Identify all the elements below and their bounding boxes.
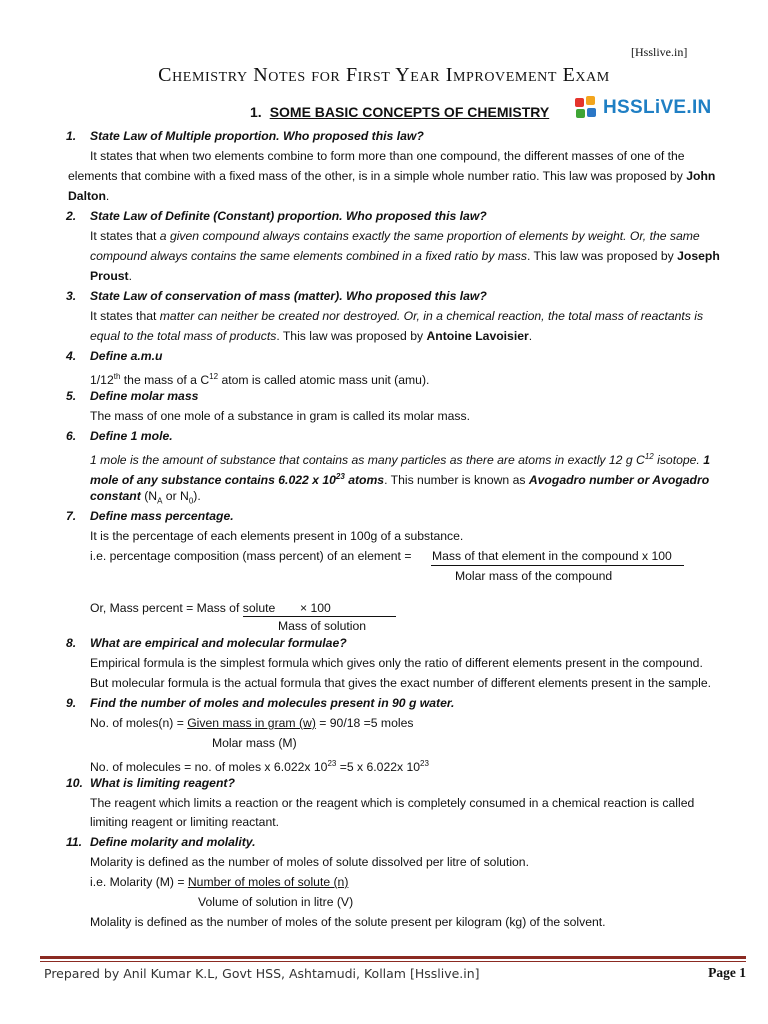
logo-square-orange (586, 96, 595, 105)
question-text: Define a.m.u (90, 349, 163, 363)
question-number: 6. (66, 429, 77, 443)
answer-text: atom is called atomic mass unit (amu). (221, 373, 430, 388)
question-1 (66, 129, 424, 144)
answer-text: (N (144, 489, 158, 503)
answer-line (90, 309, 703, 324)
answer-bold: constant (90, 489, 141, 503)
answer-text: . (128, 269, 132, 283)
answer-line (90, 249, 720, 264)
fraction-bar (431, 565, 684, 566)
answer-text: . This law was proposed by (526, 249, 674, 263)
question-3 (66, 289, 487, 304)
answer-line (90, 875, 348, 890)
page-number: Page 1 (708, 965, 746, 980)
answer-italic: a given compound always contains exactly the same proportion of elements by weight. Or, the same (159, 229, 700, 243)
proposer-name: Proust (90, 269, 129, 283)
proposer-name: John (686, 169, 716, 183)
answer-text: = 90/18 =5 moles (319, 716, 414, 730)
answer-line: The mass of one mole of a substance in gram is called its molar mass. (90, 409, 471, 423)
fraction-denominator: Molar mass (M) (212, 736, 297, 750)
answer-text: . This law was proposed by (276, 329, 424, 343)
answer-line (90, 756, 429, 775)
section-number: 1. (250, 104, 262, 120)
fraction-numerator: Number of moles of solute (n) (187, 875, 349, 889)
answer-line (68, 169, 715, 184)
fraction-numerator: Given mass in gram (w) (187, 716, 316, 730)
logo-text: HSSLiVE.IN (603, 97, 712, 118)
question-text: Define molarity and molality. (90, 835, 256, 849)
answer-line (90, 329, 532, 344)
fraction-denominator: Volume of solution in litre (V) (198, 895, 354, 909)
logo-square-blue (587, 108, 596, 117)
answer-line: It is the percentage of each elements present in 100g of a substance. (90, 529, 464, 543)
answer-text: No. of moles(n) = (90, 716, 184, 730)
answer-bold: mole of any substance contains 6.022 x 10 (90, 473, 336, 488)
logo-mark-icon (574, 96, 600, 120)
question-number: 1. (66, 129, 77, 143)
section-heading (250, 104, 549, 120)
answer-line: Molality is defined as the number of moles of the solute present per kilogram (kg) of the solvent. (90, 915, 606, 929)
question-8 (66, 636, 347, 651)
question-11 (66, 835, 255, 850)
question-10 (66, 776, 235, 791)
question-number: 4. (66, 349, 77, 363)
fraction-numerator: × 100 (300, 601, 331, 615)
answer-text: i.e. Molarity (M) = (90, 875, 185, 889)
answer-text: It states that (90, 229, 157, 243)
question-4 (66, 349, 162, 364)
answer-line (90, 369, 429, 388)
answer-bold: atoms (348, 473, 385, 488)
question-text: Find the number of moles and molecules present in 90 g water. (90, 696, 455, 710)
superscript: 23 (335, 472, 345, 481)
answer-text: ). (193, 489, 201, 503)
superscript: th (113, 372, 121, 381)
question-text: State Law of Definite (Constant) proportion. Who proposed this law? (90, 209, 487, 223)
answer-italic: isotope. (657, 453, 700, 468)
question-number: 5. (66, 389, 77, 403)
hsslive-logo (574, 96, 712, 120)
answer-text: No. of molecules = no. of moles x 6.022x 10 (90, 760, 328, 775)
footer-rule-thick (40, 956, 746, 959)
fraction-denominator: Molar mass of the compound (455, 569, 613, 583)
question-7 (66, 509, 234, 524)
subscript: 0 (188, 496, 194, 506)
answer-text: 1/12 (90, 373, 114, 388)
question-text: Define 1 mole. (90, 429, 173, 443)
question-9 (66, 696, 454, 711)
question-number: 3. (66, 289, 77, 303)
answer-text: . (105, 189, 110, 203)
answer-line: i.e. percentage composition (mass percent) of an element = (90, 549, 412, 563)
question-number: 8. (66, 636, 77, 650)
superscript: 23 (420, 759, 429, 768)
question-number: 10. (66, 776, 83, 790)
fraction-denominator: Mass of solution (278, 619, 367, 633)
answer-line (90, 269, 132, 284)
answer-line: The reagent which limits a reaction or the reagent which is completely consumed in a chemical reaction is called (90, 796, 695, 810)
answer-text: . This number is known as (384, 473, 526, 488)
source-tag: [Hsslive.in] (631, 45, 688, 59)
question-text: What are empirical and molecular formulae? (90, 636, 347, 650)
question-text: Define molar mass (90, 389, 199, 403)
answer-italic: 1 mole is the amount of substance that contains as many particles as there are atoms in exactly 12 g C (90, 453, 645, 468)
answer-line: It states that when two elements combine to form more than one compound, the different masses of one of the (90, 149, 685, 163)
logo-square-red (575, 98, 584, 107)
question-text: State Law of conservation of mass (matter). Who proposed this law? (90, 289, 487, 303)
superscript: 23 (327, 759, 337, 768)
superscript: 12 (644, 452, 654, 461)
answer-line (90, 469, 709, 488)
subscript: A (157, 496, 163, 506)
question-text: Define mass percentage. (90, 509, 234, 523)
answer-text: or N (165, 489, 189, 503)
answer-italic: matter can neither be created nor destroyed. Or, in a chemical reaction, the total mass of reactants is (159, 309, 704, 323)
answer-text: It states that (90, 309, 157, 323)
page-title: Chemistry Notes for First Year Improvement Exam (158, 64, 610, 86)
superscript: 12 (209, 372, 219, 381)
footer-rule-thin (40, 961, 746, 962)
answer-text: elements that combine with a fixed mass of the other, is in a simple whole number ratio. This law was proposed by (68, 169, 683, 183)
answer-italic: equal to the total mass of products (90, 329, 277, 343)
section-title: SOME BASIC CONCEPTS OF CHEMISTRY (269, 104, 550, 120)
question-text: State Law of Multiple proportion. Who proposed this law? (90, 129, 424, 143)
answer-line (90, 449, 710, 468)
question-2 (66, 209, 487, 224)
logo-square-green (576, 109, 585, 118)
proposer-name: Antoine Lavoisier (426, 329, 529, 343)
answer-text: the mass of a C (123, 373, 210, 388)
answer-line: Or, Mass percent = Mass of solute (90, 601, 276, 615)
question-5 (66, 389, 198, 404)
answer-italic: compound always contains the same elements combined in a fixed ratio by mass (90, 249, 527, 263)
answer-line (90, 229, 700, 244)
answer-line (90, 489, 201, 508)
answer-text: =5 x 6.022x 10 (339, 760, 421, 775)
answer-bold: Avogadro number or Avogadro (528, 473, 710, 488)
answer-line: But molecular formula is the actual formula that gives the exact number of different elements present in the sample. (90, 676, 711, 690)
proposer-name: Dalton (68, 189, 106, 203)
question-number: 11. (66, 835, 83, 849)
answer-line: Molarity is defined as the number of moles of solute dissolved per litre of solution. (90, 855, 529, 869)
question-number: 7. (66, 509, 77, 523)
footer-credit: Prepared by Anil Kumar K.L, Govt HSS, Ashtamudi, Kollam [Hsslive.in] (44, 966, 480, 981)
question-number: 9. (66, 696, 77, 710)
answer-line (90, 716, 413, 731)
question-number: 2. (66, 209, 77, 223)
question-text: What is limiting reagent? (90, 776, 235, 790)
fraction-bar (243, 616, 396, 617)
question-6 (66, 429, 173, 444)
fraction-numerator: Mass of that element in the compound x 100 (432, 549, 672, 563)
answer-line: limiting reagent or limiting reactant. (90, 815, 279, 829)
proposer-name: Joseph (677, 249, 720, 263)
answer-text: . (528, 329, 533, 343)
answer-line (68, 189, 109, 204)
answer-bold: 1 (703, 453, 710, 468)
answer-line: Empirical formula is the simplest formula which gives only the ratio of different elements present in the compound. (90, 656, 703, 670)
